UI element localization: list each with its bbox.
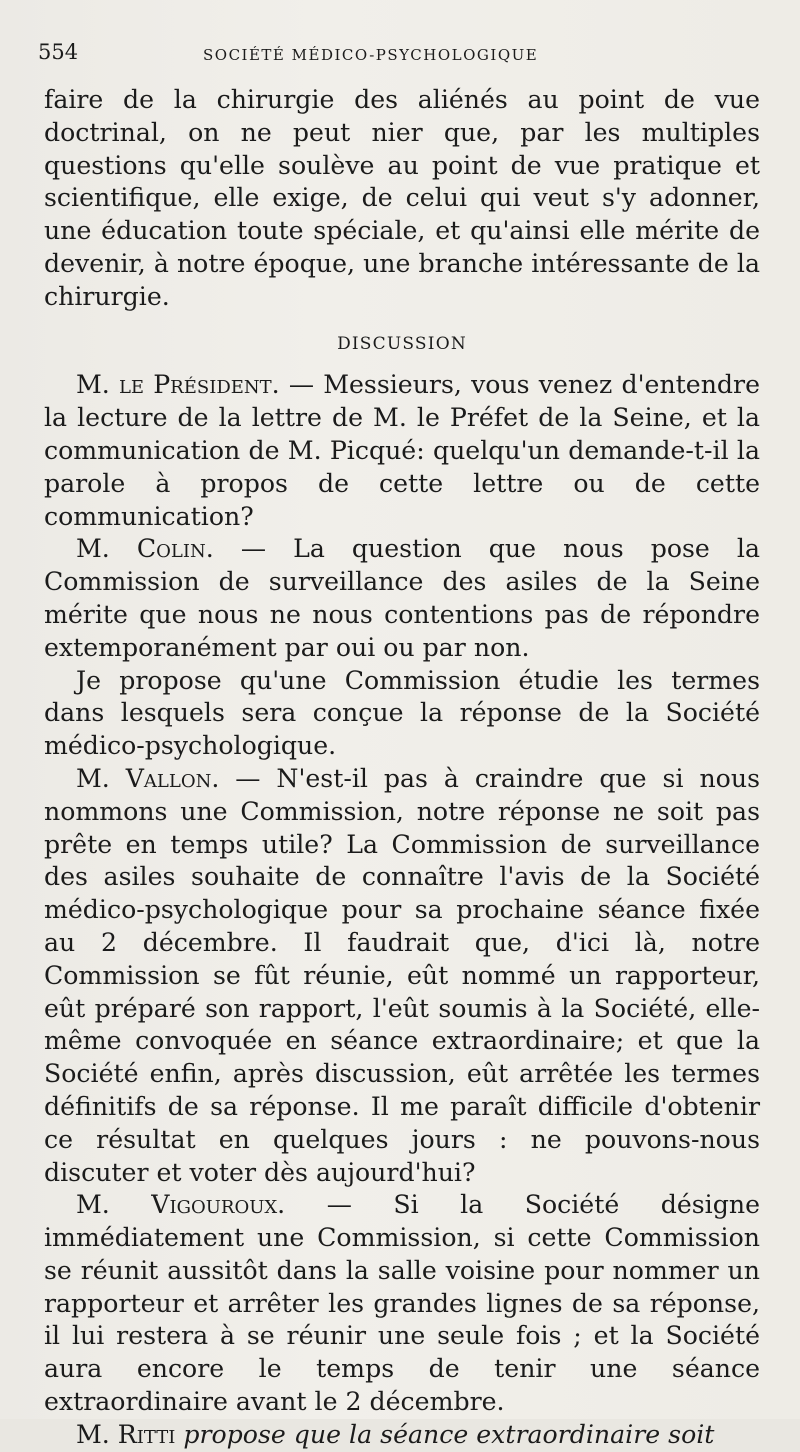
section-heading: DISCUSSION: [337, 333, 467, 354]
running-head: SOCIÉTÉ MÉDICO-PSYCHOLOGIQUE: [203, 46, 539, 64]
paragraph-proposal: Je propose qu'une Commission étudie les termes dans lesquels sera conçue la réponse de la Société médico-psychologique.: [44, 665, 760, 761]
page-header: [38, 40, 758, 70]
speech-text: — Si la Société désigne immédiatement une Commission, si cette Commission se réunit aussitôt dans la salle voisine pour nommer un rapporteur et arrêter les grandes lignes de sa réponse, il lui restera à se réunir une seule fois ; et la Société aura encore le temps de tenir une séance extraordinaire avant le 2 décembre.: [44, 1190, 760, 1417]
page-number: 554: [38, 40, 79, 64]
speech-text: — Messieurs, vous venez d'entendre la lecture de la lettre de M. le Préfet de la Seine, et la communication de M. Picqué: quelqu'un demande-t-il la parole à propos de cette lettre ou de cette communication?: [44, 370, 760, 531]
paragraph-ritti: [44, 1419, 760, 1452]
speech-text: — N'est-il pas à craindre que si nous nommons une Commission, notre réponse ne soit pas prête en temps utile? La Commission de surveillance des asiles souhaite de connaître l'avis de la Société médico-psychologique pour sa prochaine séance fixée au 2 décembre. Il faudrait que, d'ici là, notre Commission se fût réunie, eût nommé un rapporteur, eût préparé son rapport, l'eût soumis à la Société, elle-même convoquée en séance extraordinaire; et que la Société enfin, après discussion, eût arrêtée les termes définitifs de sa réponse. Il me paraît difficile d'obtenir ce résultat en quelques jours : ne pouvons-nous discuter et voter dès aujourd'hui?: [44, 763, 760, 1187]
speaker-name: M. Ritti: [76, 1419, 176, 1449]
speech-text: — La question que nous pose la Commission de surveillance des asiles de la Seine mérite que nous ne nous contentions pas de répondre extemporanément par oui ou par non.: [44, 534, 760, 662]
paragraph-vallon: [44, 763, 760, 1189]
speaker-name: M. Vallon.: [76, 763, 220, 793]
paragraph-continuation: faire de la chirurgie des aliénés au point de vue doctrinal, on ne peut nier que, par les multiples questions qu'elle soulève au point de vue pratique et scientifique, elle exige, de celui qui veut s'y adonner, une éducation toute spéciale, et qu'ainsi elle mérite de devenir, à notre époque, une branche intéressante de la chirurgie.: [44, 85, 760, 311]
speaker-name: M. Vigouroux.: [76, 1190, 286, 1220]
paragraph-president: [44, 369, 760, 533]
speaker-name: M. le Président.: [76, 370, 280, 400]
paragraph-vigouroux: [44, 1189, 760, 1419]
speech-text: propose que la séance extraordinaire soit: [175, 1419, 715, 1449]
paragraph-colin: [44, 533, 760, 664]
speaker-name: M. Colin.: [76, 534, 214, 564]
body-text: [44, 84, 760, 1452]
